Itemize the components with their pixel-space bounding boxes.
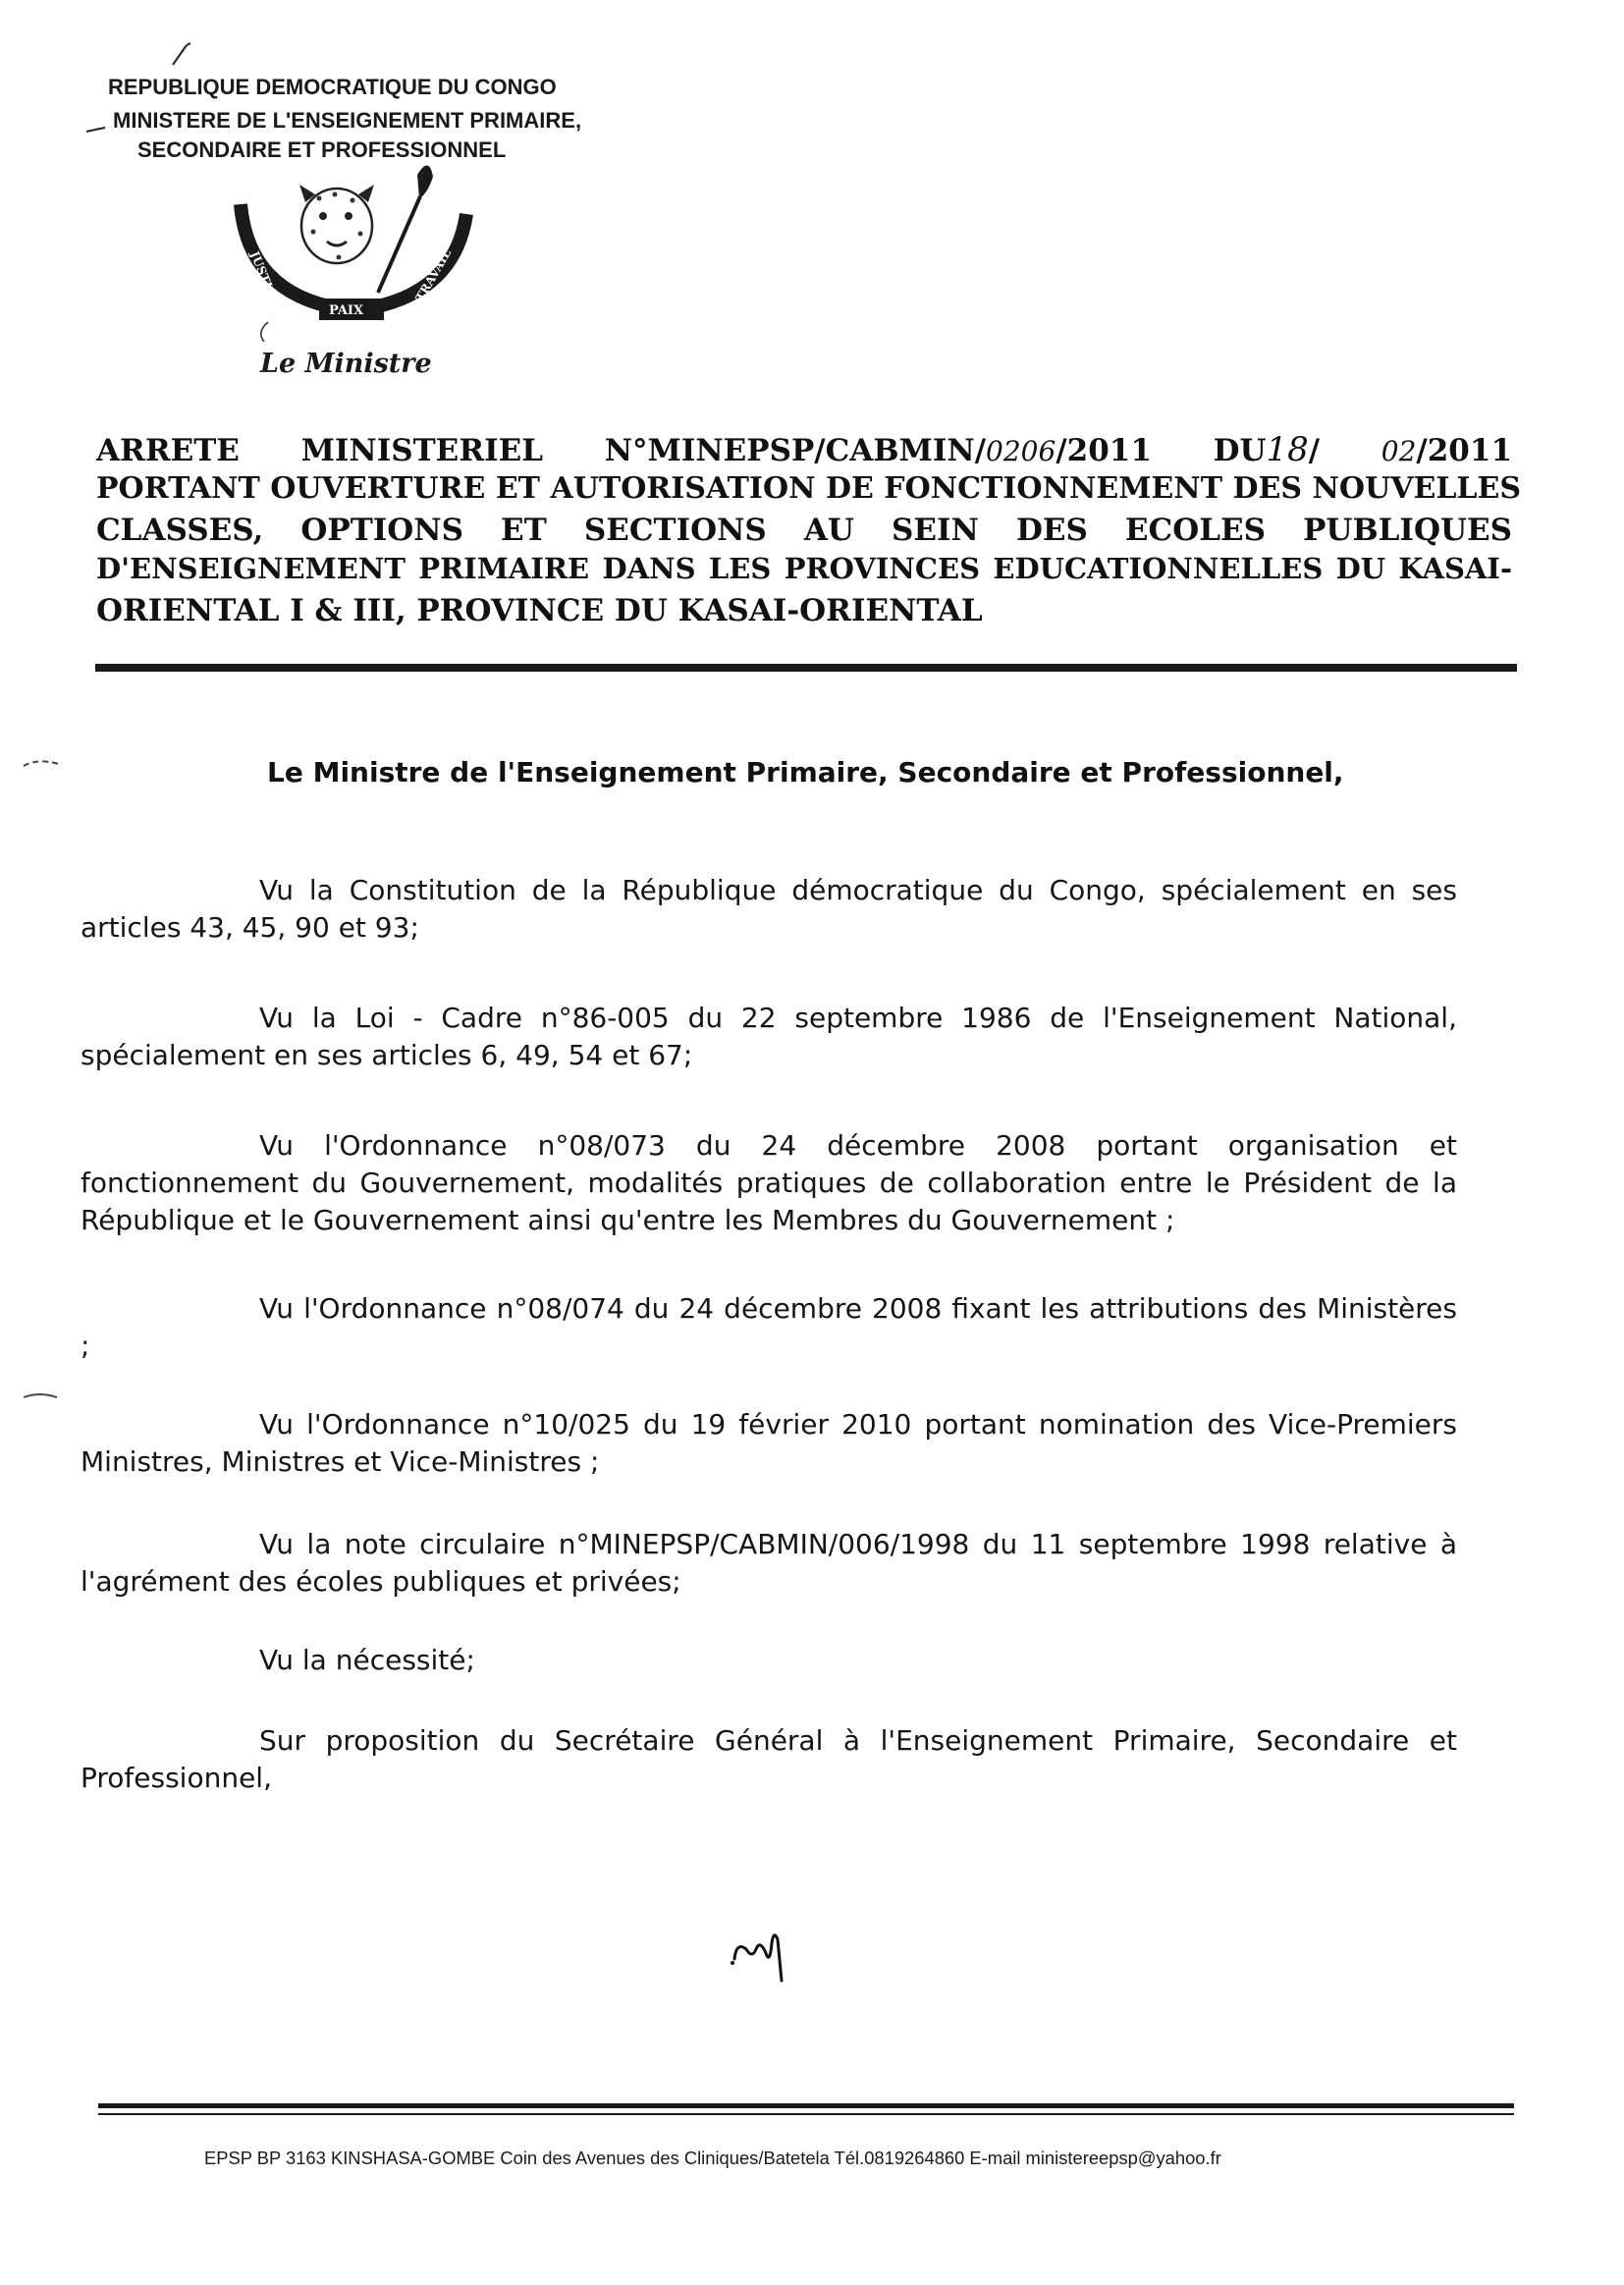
footer-rule-thin (98, 2113, 1514, 2115)
whereas-loi-cadre: Vu la Loi - Cadre n°86-005 du 22 septembre 1986 de l'Enseignement National, spécialement en ses articles 6, 49, 54 et 67; (81, 1002, 1457, 1071)
whereas-necessite: Vu la nécessité; (259, 1644, 475, 1676)
title-line-3: CLASSES, OPTIONS ET SECTIONS AU SEIN DES ECOLES PUBLIQUES (96, 513, 1512, 548)
preamble-heading: Le Ministre de l'Enseignement Primaire, Secondaire et Professionnel, (267, 756, 1344, 789)
scan-mark (83, 118, 113, 137)
letterhead-country: REPUBLIQUE DEMOCRATIQUE DU CONGO (108, 75, 557, 99)
coat-of-arms-icon (221, 155, 486, 342)
title-arrete: ARRETE (96, 433, 240, 468)
footer-address: EPSP BP 3163 KINSHASA-GOMBE Coin des Avenues des Cliniques/Batetela Tél.0819264860 E-mail ministereepsp@yahoo.fr (204, 2149, 1221, 2168)
letterhead-ministry: MINISTERE DE L'ENSEIGNEMENT PRIMAIRE, (113, 108, 582, 133)
whereas-ordonnance-08-073: Vu l'Ordonnance n°08/073 du 24 décembre 2008 portant organisation et fonctionnement du Gouvernement, modalités pratiques de collaboration entre le Président de la République et le Gouvernement ainsi qu'entre les Membres du Gouvernement ; (81, 1129, 1457, 1236)
whereas-note-circulaire: Vu la note circulaire n°MINEPSP/CABMIN/006/1998 du 11 septembre 1998 relative à l'agrément des écoles publiques et privées; (81, 1528, 1457, 1598)
leopard-icon (299, 185, 374, 263)
whereas-ordonnance-08-074: Vu l'Ordonnance n°08/074 du 24 décembre 2008 fixant les attributions des Ministères ; (81, 1292, 1457, 1362)
handwritten-day: 18 (1266, 430, 1309, 469)
margin-mark (20, 756, 69, 776)
title-rule (95, 664, 1517, 672)
scan-mark (167, 39, 196, 69)
title-line-1 (96, 430, 1512, 469)
ribbon-right: TRAVAIL (412, 246, 455, 304)
handwritten-ref-number: 0206 (986, 435, 1056, 467)
title-ref: N°MINEPSP/CABMIN/0206/2011 (604, 433, 1152, 468)
whereas-constitution: Vu la Constitution de la République démocratique du Congo, spécialement en ses articles 43, 45, 90 et 93; (81, 874, 1457, 944)
ribbon-left: JUSTICE (247, 248, 282, 307)
on-proposal: Sur proposition du Secrétaire Général à l'Enseignement Primaire, Secondaire et Professionnel, (81, 1724, 1457, 1794)
margin-mark (22, 1389, 61, 1403)
handwritten-month: 02 (1380, 435, 1417, 467)
title-line-5: ORIENTAL I & III, PROVINCE DU KASAI-ORIENTAL (96, 593, 983, 628)
ribbon-bottom: PAIX (329, 303, 364, 318)
title-line-4: D'ENSEIGNEMENT PRIMAIRE DANS LES PROVINCES EDUCATIONNELLES DU KASAI- (96, 552, 1512, 585)
whereas-ordonnance-10-025: Vu l'Ordonnance n°10/025 du 19 février 2010 portant nomination des Vice-Premiers Ministres, Ministres et Vice-Ministres ; (81, 1408, 1457, 1478)
title-date: DU18/ 02/2011 (1213, 430, 1513, 469)
title-ministeriel: MINISTERIEL (300, 433, 544, 468)
footer-rule-thick (98, 2103, 1514, 2108)
signatory-title: Le Ministre (260, 349, 432, 379)
letterhead-ministry-cont: SECONDAIRE ET PROFESSIONNEL (137, 137, 507, 162)
initials-signature-icon (727, 1920, 805, 1988)
title-line-2: PORTANT OUVERTURE ET AUTORISATION DE FONCTIONNEMENT DES NOUVELLES (96, 471, 1522, 506)
spear-icon (378, 165, 433, 293)
